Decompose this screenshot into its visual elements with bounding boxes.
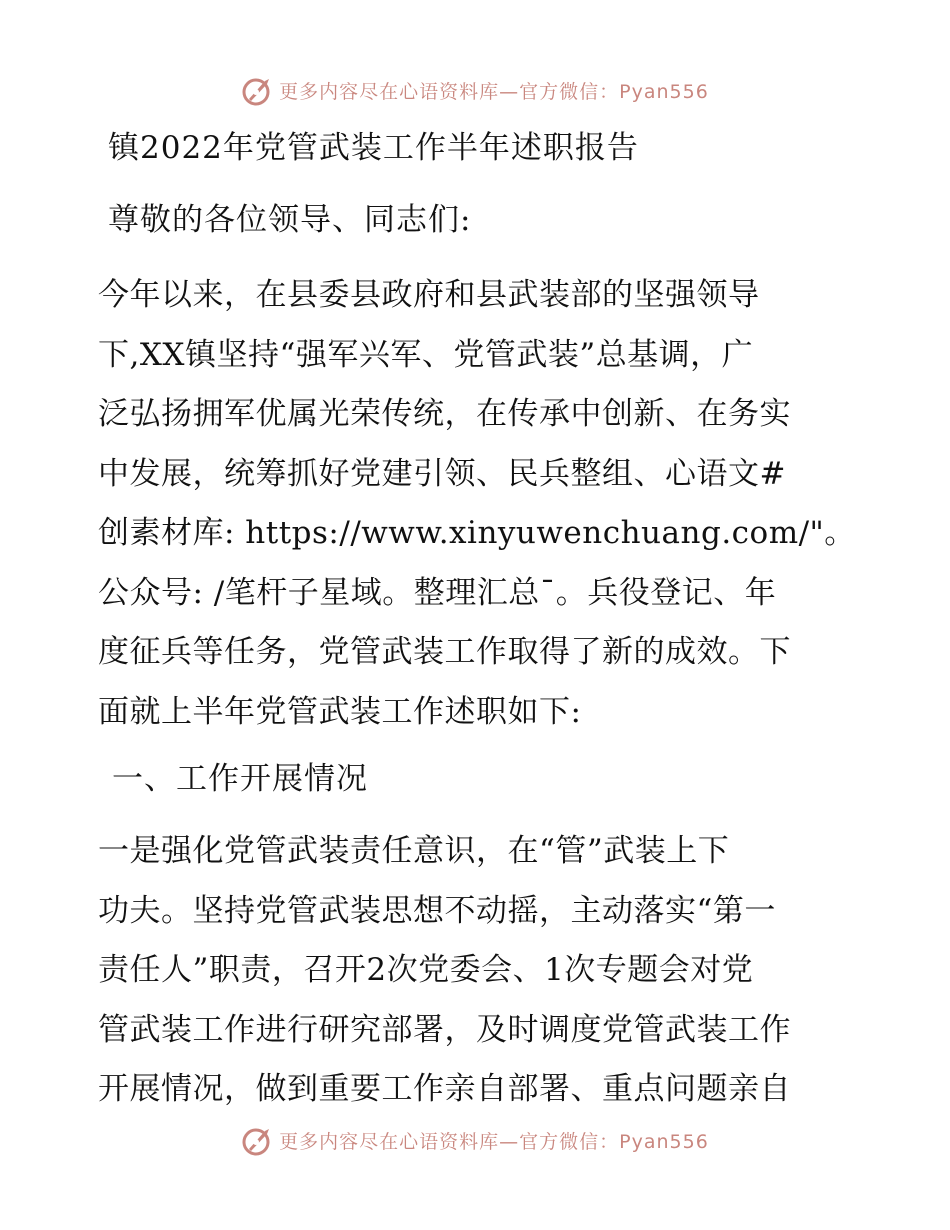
text-line: 功夫。坚持党管武装思想不动摇，主动落实“第一 [98, 892, 776, 929]
text-line: 泛弘扬拥军优属光荣传统，在传承中创新、在务实 [98, 396, 791, 432]
text-line: 一是强化党管武装责任意识，在“管”武装上下 [98, 833, 730, 869]
text-line: 责任人”职责，召开2次党委会、1次专题会对党 [98, 952, 754, 988]
watermark-header [0, 70, 950, 110]
text-line: 开展情况，做到重要工作亲自部署、重点问题亲自 [98, 1071, 791, 1107]
text-line: 面就上半年党管武装工作述职如下: [98, 693, 582, 730]
text-line: 公众号: /笔杆子星域。整理汇总¯。兵役登记、年 [98, 574, 777, 611]
text-line: 创素材库: https://www.xinyuwenchuang.com/"。 [98, 515, 856, 551]
text-line: 度征兵等任务，党管武装工作取得了新的成效。下 [98, 634, 791, 670]
watermark-footer [0, 1120, 950, 1160]
section-heading: 一、工作开展情况 [112, 761, 368, 797]
pen-logo-icon [241, 73, 275, 107]
watermark-text: 更多内容尽在心语资料库—官方微信：Pyan556 [279, 80, 709, 103]
paragraph-intro [98, 266, 858, 742]
text-line: 中发展，统筹抓好党建引领、民兵整组、心语文# [98, 455, 786, 492]
greeting: 尊敬的各位领导、同志们: [108, 202, 472, 238]
pen-logo-icon [241, 1123, 275, 1157]
text-line: 今年以来，在县委县政府和县武装部的坚强领导 [98, 277, 760, 313]
text-line: 管武装工作进行研究部署，及时调度党管武装工作 [98, 1011, 791, 1048]
document-title: 镇2022年党管武装工作半年述职报告 [108, 130, 639, 166]
paragraph-section1 [98, 822, 858, 1120]
text-line: 下,XX镇坚持“强军兴军、党管武装”总基调，广 [98, 336, 754, 373]
watermark-text: 更多内容尽在心语资料库—官方微信：Pyan556 [279, 1130, 709, 1153]
